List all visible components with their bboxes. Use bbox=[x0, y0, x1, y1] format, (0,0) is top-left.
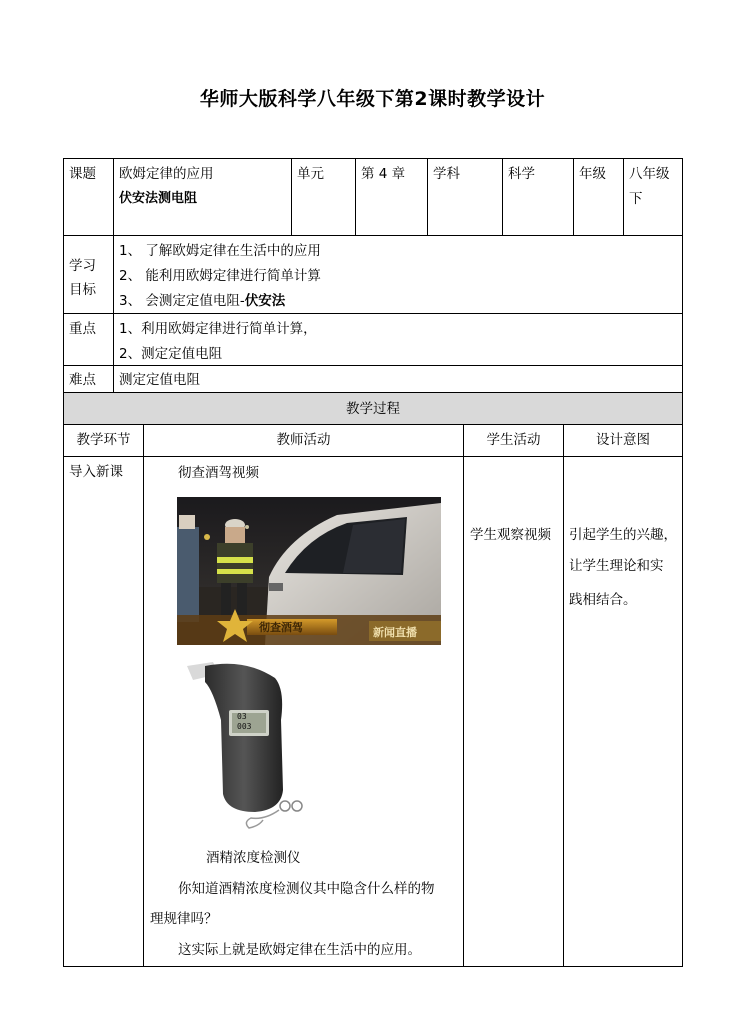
video-caption-right: 新闻直播 bbox=[373, 626, 417, 639]
subject-label: 学科 bbox=[433, 166, 460, 182]
col-header-teacher: 教师活动 bbox=[276, 432, 331, 448]
difficulty-value: 测定定值电阻 bbox=[119, 372, 200, 388]
student-activity: 学生观察视频 bbox=[470, 527, 551, 543]
subject-value: 科学 bbox=[508, 166, 535, 182]
process-header: 教学过程 bbox=[346, 401, 400, 417]
topic-line1: 欧姆定律的应用 bbox=[119, 166, 214, 182]
col-header-intent: 设计意图 bbox=[596, 432, 650, 448]
difficulty-label: 难点 bbox=[69, 372, 96, 388]
question-line1: 你知道酒精浓度检测仪其中隐含什么样的物 bbox=[178, 881, 435, 897]
unit-value: 第 4 章 bbox=[361, 166, 406, 182]
page-title: 华师大版科学八年级下第2课时教学设计 bbox=[199, 88, 546, 110]
stage-cell: 导入新课 bbox=[69, 464, 123, 480]
objective-item: 1、 了解欧姆定律在生活中的应用 bbox=[119, 243, 321, 259]
grade-line2: 下 bbox=[629, 191, 643, 207]
breathalyzer-image bbox=[185, 660, 315, 830]
col-header-stage: 教学环节 bbox=[76, 432, 131, 448]
keypoint-item: 1、利用欧姆定律进行简单计算， bbox=[119, 321, 317, 337]
unit-label: 单元 bbox=[297, 166, 324, 182]
grade-line1: 八年级 bbox=[629, 166, 670, 182]
device-reading-bottom: 003 bbox=[237, 722, 252, 731]
objectives-label-1: 学习 bbox=[69, 258, 96, 274]
keypoints-label: 重点 bbox=[69, 321, 96, 337]
intent-line: 引起学生的兴趣， bbox=[569, 527, 677, 543]
objective-item: 3、 会测定定值电阻-伏安法 bbox=[119, 293, 286, 309]
intent-line: 践相结合。 bbox=[569, 592, 637, 608]
keypoint-item: 2、测定定值电阻 bbox=[119, 346, 223, 362]
video-caption-left: 彻查酒驾 bbox=[259, 621, 303, 634]
device-reading-top: 03 bbox=[237, 712, 247, 721]
topic-line2: 伏安法测电阻 bbox=[119, 191, 198, 206]
col-header-student: 学生活动 bbox=[486, 432, 541, 448]
drunk-driving-video-image bbox=[177, 497, 441, 645]
device-caption: 酒精浓度检测仪 bbox=[206, 850, 301, 866]
teacher-heading: 彻查酒驾视频 bbox=[178, 465, 259, 481]
grade-label: 年级 bbox=[579, 166, 606, 182]
question-line2: 理规律吗？ bbox=[150, 911, 218, 927]
intent-line: 让学生理论和实 bbox=[569, 558, 664, 574]
answer-line: 这实际上就是欧姆定律在生活中的应用。 bbox=[178, 942, 421, 958]
topic-label: 课题 bbox=[69, 166, 96, 182]
objective-item: 2、 能利用欧姆定律进行简单计算 bbox=[119, 268, 321, 284]
objectives-label-2: 目标 bbox=[69, 282, 96, 298]
